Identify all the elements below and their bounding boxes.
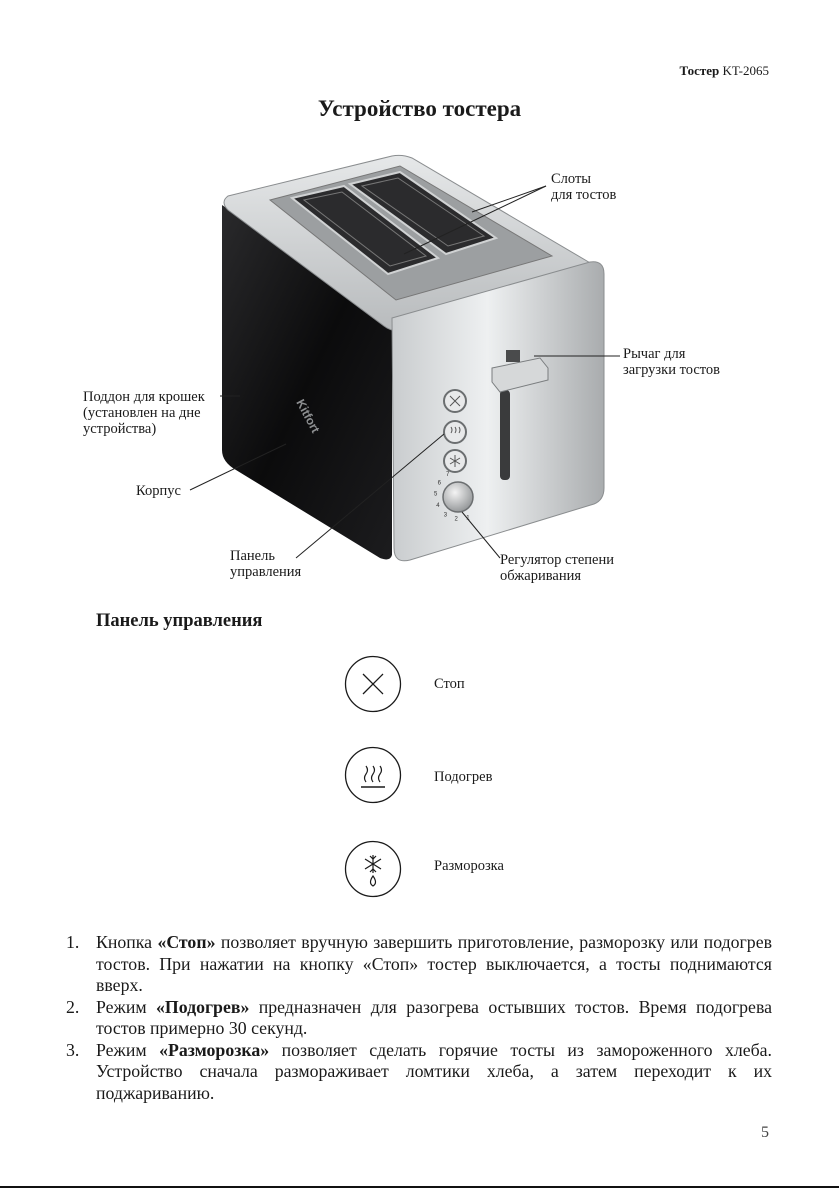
page-bottom-rule (0, 1186, 839, 1188)
brand-logo: Kitfort (293, 396, 323, 436)
callout-panel-line-1: Панель (230, 548, 275, 564)
header-model-number: KT-2065 (722, 63, 769, 78)
control-label-stop: Стоп (434, 676, 465, 692)
callout-crumb-tray-line-1: Поддон для крошек (83, 389, 205, 405)
feature-list (64, 932, 772, 1104)
browning-dial (443, 482, 473, 512)
reheat-waves-icon (344, 746, 402, 804)
panel-reheat-button (444, 421, 466, 443)
callout-regulator-line-1: Регулятор степени (500, 552, 614, 568)
list-item-bold: «Разморозка» (159, 1039, 270, 1060)
list-item-number: 3. (66, 1039, 80, 1060)
callout-crumb-tray-line-2: (установлен на дне (83, 405, 201, 421)
stop-x-icon (344, 655, 402, 713)
lever-track (500, 390, 510, 480)
list-item-text: предназначен для разогрева остывших тостов. Время подогрева тостов примерно 30 секунд. (96, 996, 773, 1038)
callout-slots-line-1: Слоты (551, 171, 592, 187)
callout-line-slots-2 (472, 186, 546, 212)
dial-mark: 5 (434, 491, 438, 498)
dial-mark: 1 (466, 515, 470, 522)
dial-mark: 7 (446, 472, 450, 479)
callout-crumb-tray-line-3: устройства) (83, 421, 157, 437)
callout-slots-line-2: для тостов (551, 187, 617, 203)
list-item-pre: Кнопка (96, 932, 158, 952)
header-brand: Тостер (679, 63, 720, 78)
callout-regulator-line-2: обжаривания (500, 568, 582, 584)
callout-lever-line-1: Рычаг для (623, 346, 686, 362)
list-item-pre: Режим (96, 1039, 160, 1060)
callout-slots (551, 171, 616, 203)
list-item-number: 2. (66, 996, 80, 1017)
list-item-text: позволяет вручную завершить приготовление, разморозку или подогрев тостов. При нажатии на кнопку «Стоп» тостер выключается, а тосты поднимаются вверх. (96, 932, 772, 995)
callout-panel (230, 548, 301, 580)
list-item-bold: «Подогрев» (156, 996, 250, 1017)
page-title: Устройство тостера (317, 96, 522, 121)
list-item-pre: Режим (96, 996, 156, 1017)
page-number: 5 (761, 1124, 769, 1141)
list-item (64, 932, 772, 997)
list-item-bold: «Стоп» (157, 932, 216, 952)
callout-panel-line-2: управления (230, 564, 302, 580)
control-label-reheat: Подогрев (434, 769, 493, 785)
dial-mark: 2 (454, 516, 458, 523)
dial-mark: 4 (436, 503, 440, 510)
list-item (64, 1040, 772, 1105)
list-item-text: позволяет сделать горячие тосты из замороженного хлеба. Устройство сначала размораживает ломтики хлеба, а затем переходит к их поджариванию. (96, 1039, 773, 1103)
callout-crumb-tray (83, 389, 205, 437)
header-model (680, 63, 769, 79)
control-label-defrost: Разморозка (434, 858, 504, 874)
list-item (64, 997, 772, 1040)
callout-body-line-1: Корпус (136, 483, 181, 499)
callout-regulator (500, 552, 614, 584)
dial-mark: 3 (443, 512, 448, 519)
callout-lever (623, 346, 720, 378)
callout-body (136, 483, 181, 499)
list-item-number: 1. (66, 932, 80, 952)
control-panel-title: Панель управления (96, 611, 263, 631)
defrost-snowflake-icon (344, 840, 402, 898)
dial-mark: 6 (437, 480, 441, 487)
callout-lever-line-2: загрузки тостов (623, 362, 721, 378)
